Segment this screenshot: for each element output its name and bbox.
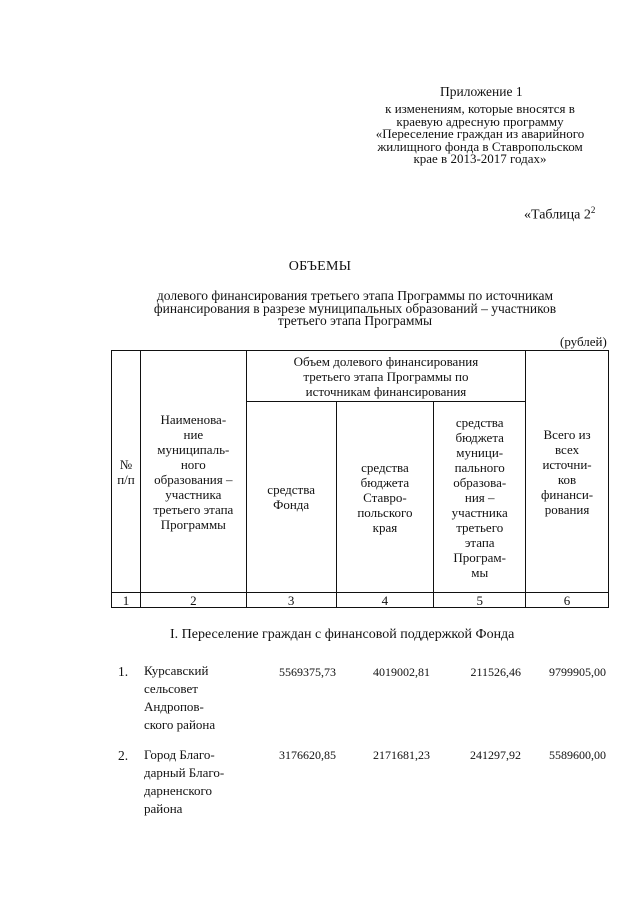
table-reference-superscript: 2 [590, 205, 596, 215]
subtitle-line: третьего этапа Программы [277, 313, 433, 328]
header-financing-group: Объем долевого финансирования третьего этапа Программы по источникам финансирования [246, 351, 525, 402]
header-regional-budget: средства бюджета Ставро- польского края [336, 402, 434, 593]
column-number: 3 [246, 593, 336, 608]
row-municipality-name: Город Благо- дарный Благо- дарненского района [144, 747, 225, 816]
appendix-label: Приложение 1 [440, 84, 523, 99]
row-fund-value: 3176620,85 [279, 748, 336, 762]
row-regional-value: 2171681,23 [373, 748, 430, 762]
appendix-note-line: к изменениям, которые вносятся в [385, 101, 575, 116]
financing-table [111, 350, 609, 608]
document-subtitle [120, 290, 590, 328]
row-regional-value: 4019002,81 [373, 665, 430, 679]
table-reference-text: «Таблица 2 [524, 207, 591, 223]
appendix-note-line: крае в 2013-2017 годах» [413, 151, 547, 166]
appendix-note-line: «Переселение граждан из аварийного [375, 126, 585, 141]
row-municipal-value: 211526,46 [470, 665, 521, 679]
section-heading: I. Переселение граждан с финансовой поддержкой Фонда [170, 627, 515, 642]
column-number: 4 [336, 593, 434, 608]
row-fund-value: 5569375,73 [279, 665, 336, 679]
subtitle-line: долевого финансирования третьего этапа Программы по источникам [156, 288, 554, 303]
header-total: Всего из всех источни- ков финанси- рования [526, 351, 609, 593]
subtitle-line: финансирования в разрезе муниципальных образований – участников [153, 300, 557, 316]
row-municipal-value: 241297,92 [470, 748, 521, 762]
column-number: 1 [112, 593, 141, 608]
appendix-note-line: краевую адресную программу [396, 113, 564, 129]
header-municipality: Наименова- ние муниципаль- ного образования – участника третьего этапа Программы [140, 351, 246, 593]
row-number: 2. [118, 748, 129, 763]
table-reference [524, 205, 595, 224]
appendix-note-line: жилищного фонда в Ставропольском [377, 138, 583, 154]
row-total-value: 9799905,00 [549, 665, 606, 679]
row-total-value: 5589600,00 [549, 748, 606, 762]
header-fund: средства Фонда [246, 402, 336, 593]
units-label: (рублей) [560, 334, 607, 349]
row-municipality-name: Курсавский сельсовет Андропов- ского района [144, 663, 216, 732]
header-number: № п/п [112, 351, 141, 593]
column-number: 6 [526, 593, 609, 608]
column-numbering-row [112, 593, 609, 608]
column-number: 5 [434, 593, 526, 608]
column-number: 2 [140, 593, 246, 608]
document-title: ОБЪЕМЫ [288, 259, 352, 274]
header-municipal-budget: средства бюджета муници- пального образова- ния – участника третьего этапа Програм- мы [434, 402, 526, 593]
appendix-note [340, 103, 620, 166]
row-number: 1. [118, 664, 129, 679]
